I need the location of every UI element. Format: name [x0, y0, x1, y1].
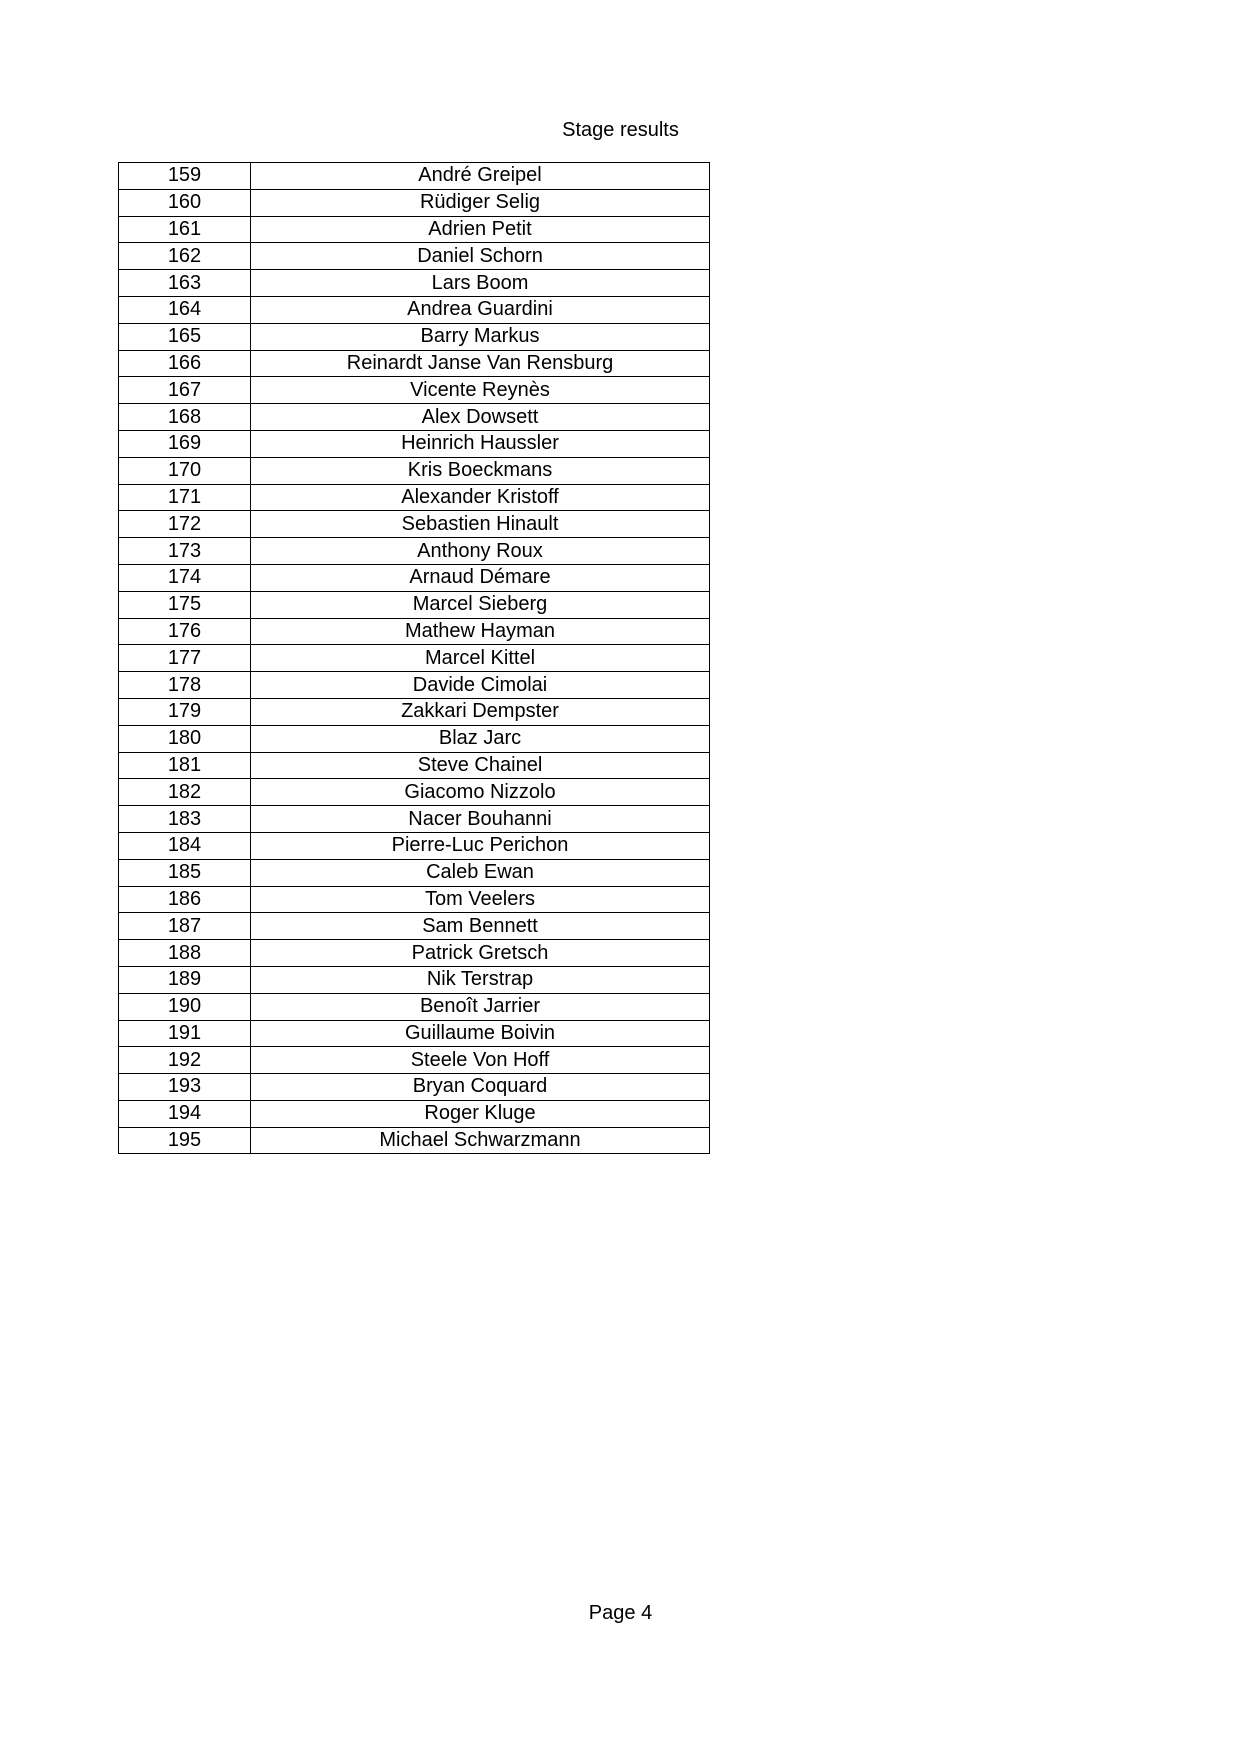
table-row [119, 1047, 710, 1074]
table-row [119, 564, 710, 591]
position-cell: 168 [119, 404, 251, 431]
table-row [119, 1100, 710, 1127]
rider-name-cell: Nacer Bouhanni [251, 806, 710, 833]
table-row [119, 859, 710, 886]
position-cell: 189 [119, 966, 251, 993]
table-row [119, 511, 710, 538]
rider-name-cell: Marcel Kittel [251, 645, 710, 672]
table-row [119, 966, 710, 993]
table-row [119, 538, 710, 565]
rider-name-cell: Daniel Schorn [251, 243, 710, 270]
table-row [119, 484, 710, 511]
position-cell: 163 [119, 270, 251, 297]
table-row [119, 243, 710, 270]
table-row [119, 216, 710, 243]
rider-name-cell: Alexander Kristoff [251, 484, 710, 511]
position-cell: 180 [119, 725, 251, 752]
table-row [119, 163, 710, 190]
rider-name-cell: Anthony Roux [251, 538, 710, 565]
table-row [119, 1074, 710, 1101]
position-cell: 171 [119, 484, 251, 511]
table-row [119, 189, 710, 216]
table-row [119, 698, 710, 725]
position-cell: 181 [119, 752, 251, 779]
position-cell: 193 [119, 1074, 251, 1101]
rider-name-cell: Lars Boom [251, 270, 710, 297]
position-cell: 184 [119, 832, 251, 859]
rider-name-cell: Vicente Reynès [251, 377, 710, 404]
rider-name-cell: Patrick Gretsch [251, 940, 710, 967]
position-cell: 183 [119, 806, 251, 833]
rider-name-cell: Roger Kluge [251, 1100, 710, 1127]
stage-results-table [118, 162, 710, 1154]
page-header-text: Stage results [562, 119, 679, 141]
rider-name-cell: Tom Veelers [251, 886, 710, 913]
table-row [119, 752, 710, 779]
table-row [119, 377, 710, 404]
rider-name-cell: Pierre-Luc Perichon [251, 832, 710, 859]
rider-name-cell: Sam Bennett [251, 913, 710, 940]
table-row [119, 457, 710, 484]
table-row [119, 1127, 710, 1154]
table-row [119, 913, 710, 940]
position-cell: 178 [119, 672, 251, 699]
rider-name-cell: Sebastien Hinault [251, 511, 710, 538]
position-cell: 185 [119, 859, 251, 886]
position-cell: 191 [119, 1020, 251, 1047]
table-row [119, 1020, 710, 1047]
position-cell: 161 [119, 216, 251, 243]
position-cell: 188 [119, 940, 251, 967]
rider-name-cell: Michael Schwarzmann [251, 1127, 710, 1154]
table-row [119, 591, 710, 618]
rider-name-cell: Caleb Ewan [251, 859, 710, 886]
rider-name-cell: Bryan Coquard [251, 1074, 710, 1101]
rider-name-cell: Heinrich Haussler [251, 430, 710, 457]
rider-name-cell: Reinardt Janse Van Rensburg [251, 350, 710, 377]
table-row [119, 832, 710, 859]
table-row [119, 940, 710, 967]
position-cell: 177 [119, 645, 251, 672]
position-cell: 159 [119, 163, 251, 190]
page-header [0, 118, 1241, 142]
table-row [119, 993, 710, 1020]
table-row [119, 296, 710, 323]
stage-results-body [119, 163, 710, 1154]
position-cell: 165 [119, 323, 251, 350]
position-cell: 192 [119, 1047, 251, 1074]
position-cell: 186 [119, 886, 251, 913]
table-row [119, 430, 710, 457]
table-row [119, 404, 710, 431]
table-row [119, 806, 710, 833]
rider-name-cell: Arnaud Démare [251, 564, 710, 591]
position-cell: 169 [119, 430, 251, 457]
rider-name-cell: Andrea Guardini [251, 296, 710, 323]
position-cell: 174 [119, 564, 251, 591]
table-row [119, 886, 710, 913]
position-cell: 172 [119, 511, 251, 538]
rider-name-cell: Blaz Jarc [251, 725, 710, 752]
position-cell: 190 [119, 993, 251, 1020]
page-footer [0, 1601, 1241, 1625]
rider-name-cell: Alex Dowsett [251, 404, 710, 431]
rider-name-cell: Zakkari Dempster [251, 698, 710, 725]
position-cell: 194 [119, 1100, 251, 1127]
position-cell: 175 [119, 591, 251, 618]
rider-name-cell: Rüdiger Selig [251, 189, 710, 216]
table-row [119, 779, 710, 806]
table-row [119, 350, 710, 377]
rider-name-cell: Adrien Petit [251, 216, 710, 243]
position-cell: 195 [119, 1127, 251, 1154]
rider-name-cell: Nik Terstrap [251, 966, 710, 993]
rider-name-cell: Giacomo Nizzolo [251, 779, 710, 806]
table-row [119, 618, 710, 645]
position-cell: 166 [119, 350, 251, 377]
position-cell: 179 [119, 698, 251, 725]
position-cell: 176 [119, 618, 251, 645]
rider-name-cell: Guillaume Boivin [251, 1020, 710, 1047]
rider-name-cell: Kris Boeckmans [251, 457, 710, 484]
position-cell: 160 [119, 189, 251, 216]
position-cell: 187 [119, 913, 251, 940]
rider-name-cell: Steve Chainel [251, 752, 710, 779]
position-cell: 164 [119, 296, 251, 323]
rider-name-cell: André Greipel [251, 163, 710, 190]
position-cell: 182 [119, 779, 251, 806]
table-row [119, 672, 710, 699]
position-cell: 162 [119, 243, 251, 270]
table-row [119, 323, 710, 350]
page-number: Page 4 [588, 1602, 653, 1624]
table-row [119, 270, 710, 297]
table-row [119, 645, 710, 672]
rider-name-cell: Marcel Sieberg [251, 591, 710, 618]
table-row [119, 725, 710, 752]
rider-name-cell: Steele Von Hoff [251, 1047, 710, 1074]
position-cell: 173 [119, 538, 251, 565]
rider-name-cell: Mathew Hayman [251, 618, 710, 645]
position-cell: 170 [119, 457, 251, 484]
rider-name-cell: Davide Cimolai [251, 672, 710, 699]
rider-name-cell: Barry Markus [251, 323, 710, 350]
position-cell: 167 [119, 377, 251, 404]
rider-name-cell: Benoît Jarrier [251, 993, 710, 1020]
